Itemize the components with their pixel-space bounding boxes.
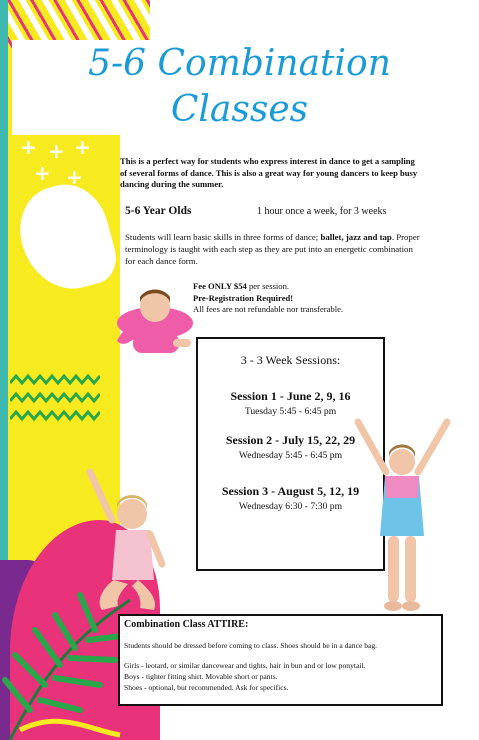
plus-icon: + bbox=[34, 161, 51, 185]
intro-text: This is a perfect way for students who express interest in dance to get a sampling of several forms of dance. This is also a great way for young dancers to keep busy dancing during the summer. bbox=[120, 156, 418, 190]
session-3-title: Session 3 - August 5, 12, 19 bbox=[221, 484, 360, 498]
class-frequency: 1 hour once a week, for 3 weeks bbox=[257, 206, 387, 217]
dancer-photo-posing bbox=[82, 468, 172, 618]
attire-heading: Combination Class ATTIRE: bbox=[124, 619, 249, 630]
description-part1: Students will learn basic skills in three forms of dance; bbox=[125, 232, 321, 242]
green-zigzag bbox=[10, 373, 100, 387]
age-group: 5-6 Year Olds bbox=[125, 205, 192, 217]
attire-line: Shoes - optional, but recommended. Ask for specifics. bbox=[124, 683, 289, 692]
plus-icon: + bbox=[74, 135, 91, 159]
plus-icon: + bbox=[20, 135, 37, 159]
page-title-line1: 5-6 Combination bbox=[88, 43, 391, 84]
dancer-photo-standing bbox=[352, 418, 452, 618]
green-zigzag bbox=[10, 409, 100, 423]
preregistration-required: Pre-Registration Required! bbox=[193, 292, 294, 303]
fee-amount: Fee ONLY $54 bbox=[193, 281, 247, 291]
fee-note: All fees are not refundable nor transferable. bbox=[193, 304, 344, 315]
dancer-photo-lying bbox=[103, 285, 195, 367]
session-2-title: Session 2 - July 15, 22, 29 bbox=[225, 433, 356, 447]
plus-icon: + bbox=[48, 139, 65, 163]
prereg-line bbox=[193, 293, 413, 305]
attire-line: Students should be dressed before coming to class. Shoes should be in a dance bag. bbox=[124, 641, 378, 650]
session-3-time: Wednesday 6:30 - 7:30 pm bbox=[238, 501, 343, 512]
description-part2: . Proper terminology is taught with each step as they are put into an energetic combination for each dance form. bbox=[125, 232, 420, 266]
session-1-time: Tuesday 5:45 - 6:45 pm bbox=[244, 406, 337, 417]
session-2-time: Wednesday 5:45 - 6:45 pm bbox=[238, 450, 343, 461]
attire-line: Girls - leotard, or similar dancewear and tights, hair in bun and or low ponytail. bbox=[124, 661, 366, 670]
fee-suffix: per session. bbox=[246, 281, 290, 291]
class-description bbox=[125, 232, 425, 268]
sessions-heading: 3 - 3 Week Sessions: bbox=[240, 353, 341, 367]
attire-line: Boys - tighter fitting shirt. Movable short or pants. bbox=[124, 672, 278, 681]
page-title-line2: Classes bbox=[170, 89, 309, 130]
session-1-title: Session 1 - June 2, 9, 16 bbox=[230, 389, 351, 403]
dance-styles: ballet, jazz and tap bbox=[320, 232, 392, 242]
plus-signs-decoration bbox=[18, 135, 98, 205]
attire-panel bbox=[118, 614, 443, 706]
fee-info bbox=[193, 281, 413, 316]
green-zigzag bbox=[10, 391, 100, 405]
plus-icon: + bbox=[66, 165, 83, 189]
fee-line bbox=[193, 281, 413, 293]
